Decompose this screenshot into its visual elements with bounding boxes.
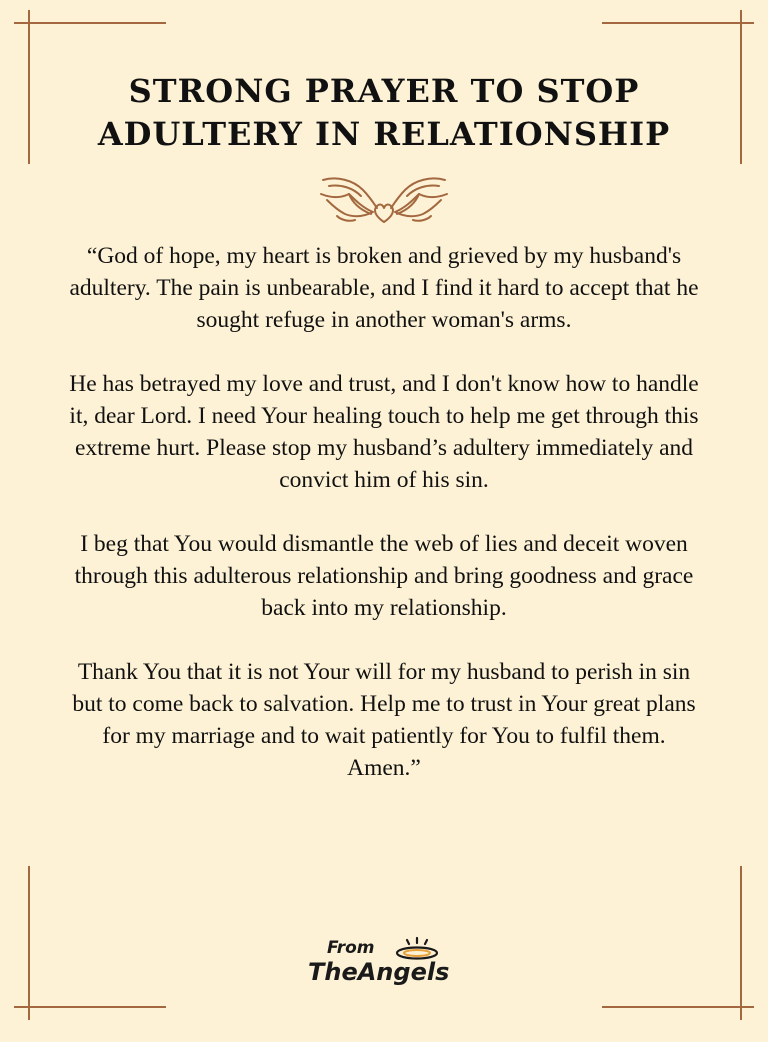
prayer-paragraph-3: I beg that You would dismantle the web of lies and deceit woven through this adulterous relationship and bring goodness and grace back into my relationship. bbox=[74, 531, 694, 621]
prayer-paragraph-4: Thank You that it is not Your will for my husband to perish in sin but to come back to salvation. Help me to trust in Your great plans for my marriage and to wait patiently for You to fulfil them. Amen.” bbox=[72, 659, 696, 781]
frame-top-left-horizontal bbox=[14, 22, 166, 24]
doves-heart-icon bbox=[319, 174, 449, 226]
prayer-paragraph-1: “God of hope, my heart is broken and grieved by my husband's adultery. The pain is unbearable, and I find it hard to accept that he sought refuge in another woman's arms. bbox=[69, 243, 699, 333]
brand-logo bbox=[300, 936, 470, 998]
logo-from-text: From bbox=[327, 938, 375, 958]
frame-bottom-left-horizontal bbox=[14, 1006, 166, 1008]
frame-top-right-horizontal bbox=[602, 22, 754, 24]
page-title bbox=[0, 70, 768, 156]
halo-icon bbox=[392, 936, 442, 960]
logo-brand-text: TheAngels bbox=[308, 958, 450, 986]
prayer-paragraph-2: He has betrayed my love and trust, and I don't know how to handle it, dear Lord. I need Your healing touch to help me get through this extreme hurt. Please stop my husband’s adultery immediately and convict him of his sin. bbox=[69, 371, 699, 493]
prayer-text bbox=[64, 240, 704, 784]
frame-bottom-right-horizontal bbox=[602, 1006, 754, 1008]
frame-bottom-right-vertical bbox=[740, 866, 742, 1020]
title-line-1: STRONG PRAYER TO STOP bbox=[128, 72, 640, 110]
title-line-2: ADULTERY IN RELATIONSHIP bbox=[97, 115, 671, 153]
frame-bottom-left-vertical bbox=[28, 866, 30, 1020]
